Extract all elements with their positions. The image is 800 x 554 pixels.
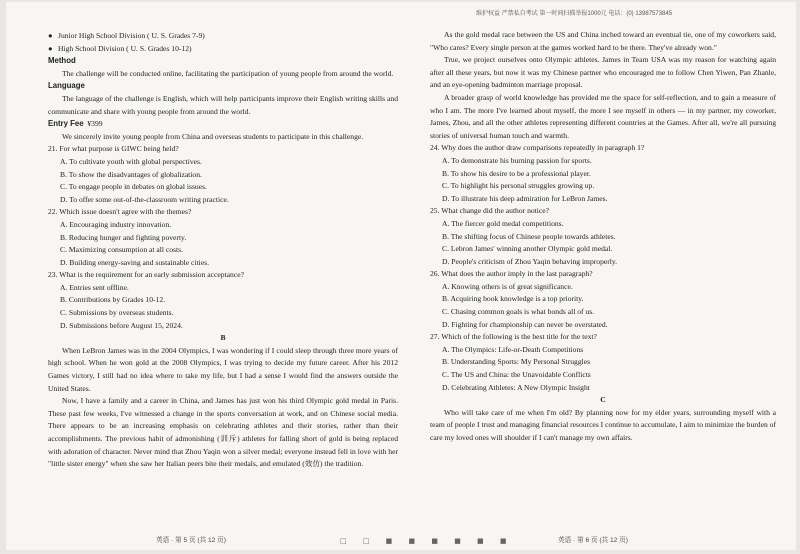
passage-b-paragraph-3: As the gold medal race between the US and China inched toward an eventual tie, one of my coworkers said, "Who cares? Every single person at the games worked hard to be there. They've already won.": [430, 30, 776, 52]
q23-option-c: C. Submissions by overseas students.: [60, 308, 174, 318]
bullet-dot-icon: ●: [48, 43, 53, 53]
section-b-heading: B: [220, 333, 226, 343]
q24-option-a: A. To demonstrate his burning passion for sports.: [442, 155, 592, 165]
q23-option-b: B. Contributions by Grades 10-12.: [60, 295, 166, 305]
q24-option-c: C. To highlight his personal struggles growing up.: [442, 181, 595, 191]
q25-option-a: A. The fiercer gold medal competitions.: [442, 218, 564, 228]
question-23: 23. What is the requirement for an early submission acceptance?: [48, 270, 244, 280]
q25-option-b: B. The shifting focus of Chinese people towards athletes.: [442, 231, 616, 241]
q23-option-a: A. Entries sent offline.: [60, 282, 129, 292]
q26-option-b: B. Acquiring book knowledge is a top priority.: [442, 294, 584, 304]
method-heading: Method: [48, 56, 76, 66]
passage-c-paragraph-1: Who will take care of me when I'm old? By planning now for my elder years, surrounding myself with a team of people I trust and managing financial resources I continue to accumulate, I aim to minimize the burden of care my loved ones will shoulder if I can't manage my own affairs.: [430, 407, 776, 442]
q22-option-b: B. Reducing hunger and fighting poverty.: [60, 232, 187, 242]
left-column: [48, 30, 398, 471]
q27-option-c: C. The US and China: the Unavoidable Conflicts: [442, 370, 591, 380]
bullet-junior: ● Junior High School Division ( U. S. Grades 7-9): [48, 30, 398, 43]
q22-option-a: A. Encouraging industry innovation.: [60, 219, 172, 229]
q21-option-b: B. To show the disadvantages of globalization.: [60, 169, 202, 179]
q21-option-a: A. To cultivate youth with global perspectives.: [60, 156, 202, 166]
fee-line: [48, 118, 398, 131]
q24-option-d: D. To illustrate his deep admiration for LeBron James.: [442, 193, 608, 203]
question-25: 25. What change did the author notice?: [430, 206, 549, 216]
passage-b-paragraph-1: When LeBron James was in the 2004 Olympics, I was wondering if I could sleep through three more years of high school. When he won gold at the 2008 Olympics, I was trying to decide my future career. After his 2012 Games victory, I still had no idea where to take my life, but I had a sense I would find the answers outside the United States.: [48, 345, 398, 393]
q27-option-d: D. Celebrating Athletes: A New Olympic Insight: [442, 382, 590, 392]
question-26: 26. What does the author imply in the last paragraph?: [430, 269, 593, 279]
bullet-dot-icon: ●: [48, 31, 53, 40]
question-22: 22. Which issue doesn't agree with the themes?: [48, 207, 192, 217]
right-column: [430, 29, 776, 445]
q21-option-d: D. To offer some out-of-the-classroom writing practice.: [60, 194, 229, 204]
q26-option-c: C. Chasing common goals is what bonds all of us.: [442, 307, 595, 317]
q22-option-d: D. Building energy-saving and sustainable cities.: [60, 257, 209, 267]
q26-option-d: D. Fighting for championship can never be overstated.: [442, 319, 608, 329]
q25-option-c: C. Lebron James' winning another Olympic gold medal.: [442, 244, 613, 254]
invite-text: We sincerely invite young people from China and overseas students to participate in this challenge.: [62, 131, 364, 141]
language-text: The language of the challenge is English, which will help participants improve their English writing skills and communicate and share with young people from around the world.: [48, 93, 398, 116]
q21-option-c: C. To engage people in debates on global issues.: [60, 182, 207, 192]
method-text: The challenge will be conducted online, facilitating the participation of young people from around the world.: [62, 68, 394, 78]
q26-option-a: A. Knowing others is of great significance.: [442, 281, 573, 291]
right-page-footer: 英语 · 第 6 页 (共 12 页): [558, 537, 628, 544]
question-21: 21. For what purpose is GIWC being held?: [48, 144, 179, 154]
q23-option-d: D. Submissions before August 15, 2024.: [60, 320, 183, 330]
language-heading: Language: [48, 81, 85, 91]
q22-option-c: C. Maximizing consumption at all costs.: [60, 245, 183, 255]
q24-option-b: B. To show his desire to be a professional player.: [442, 168, 591, 178]
question-27: 27. Which of the following is the best title for the text?: [430, 332, 597, 342]
page-registration-marks: □ □ ■ ■ ■ ■ ■ ■: [340, 537, 514, 545]
q27-option-a: A. The Olympics: Life-or-Death Competitions: [442, 344, 584, 354]
q25-option-d: D. People's criticism of Zhou Yaqin behaving improperly.: [442, 256, 618, 266]
exam-sheet: [6, 2, 796, 550]
passage-b-paragraph-5: A broader grasp of world knowledge has provided me the space for self-reflection, and to gain a measure of who I am. The more I've learned about myself, the more I see myself in others — in my partner, my coworker, James, Zhou, and all the other athletes representing different countries at the Games. After all, we're all pursuing stories of universal human touch and warmth.: [430, 92, 776, 140]
passage-b-paragraph-4: True, we project ourselves onto Olympic athletes. James in Team USA was my reason for watching again after all these years, but now it was my Chinese partner who encouraged me to follow Chen Yiwen, Pan Zhanle, and an eye-opening badminton marriage proposal.: [430, 55, 776, 90]
section-c-heading: C: [600, 395, 606, 405]
q27-option-b: B. Understanding Sports: My Personal Struggles: [442, 357, 591, 367]
left-page-footer: 英语 · 第 5 页 (共 12 页): [156, 537, 226, 544]
header-notice: 维护权益 严禁私自考试 第一时间扫描举报1000元 电话：(0) 13987573845: [476, 11, 673, 17]
passage-b-paragraph-2: Now, I have a family and a career in China, and James has just won his third Olympic gold medal in Paris. These past few weeks, I've witnessed a change in the sports conversation at work, and on Chinese social media. There appears to be an increasing emphasis on celebrating athletes and their stories, rather than their accomplishments. The previous habit of admonishing (训斥) athletes for falling short of gold is being replaced with adoration of character. Never mind that Zhou Yaqin won a silver medal; everyone instead fell in love with her "little sister energy" when she saw her Italian peers bite their medals, and emulated (效仿) the tradition.: [48, 396, 398, 469]
fee-value: ¥399: [87, 119, 103, 129]
fee-heading: Entry Fee: [48, 119, 84, 129]
bullet-senior: ● High School Division ( U. S. Grades 10-12): [48, 43, 398, 56]
question-24: 24. Why does the author draw comparisons repeatedly in paragraph 1?: [430, 143, 645, 153]
